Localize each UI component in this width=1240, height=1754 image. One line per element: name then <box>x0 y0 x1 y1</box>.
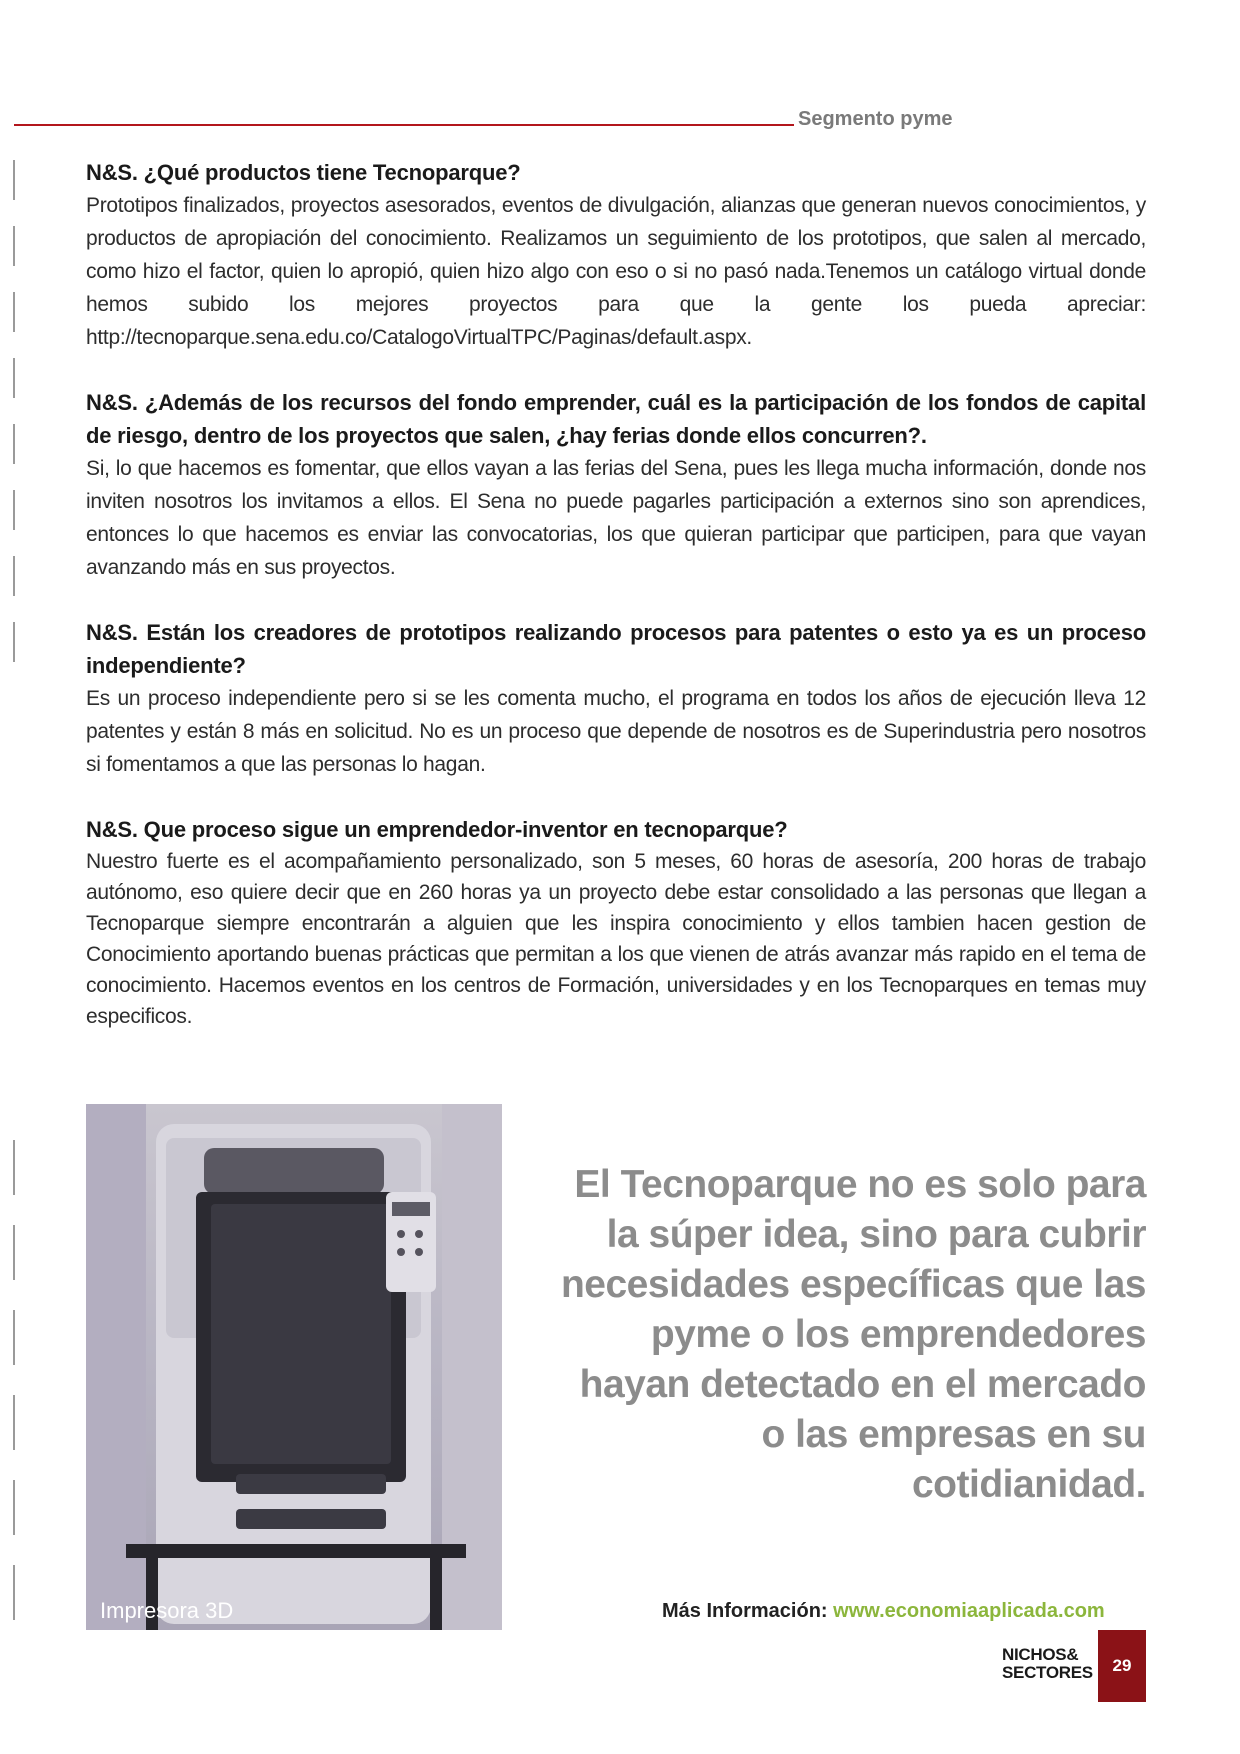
answer: Nuestro fuerte es el acompañamiento personalizado, son 5 meses, 60 horas de asesoría, 200 horas de trabajo autónomo, eso quiere decir que en 260 horas ya un proyecto debe estar consolidado a las personas que llegan a Tecnoparque siempre encontrarán a alguien que les inspira conocimiento y ellos tambien hacen gestion de Conocimiento aportando buenas prácticas que permitan a los que vienen de atrás avanzar más rapido en el tema de conocimiento. Hacemos eventos en los centros de Formación, universidades y en los Tecnoparques en temas muy especificos. <box>86 850 1146 1028</box>
brand-line-1: NICHOS& <box>1002 1645 1079 1664</box>
question: N&S. ¿Además de los recursos del fondo emprender, cuál es la participación de los fondos de capital de riesgo, dentro de los proyectos que salen, ¿hay ferias donde ellos concurren?. <box>86 390 1146 448</box>
more-info-link[interactable]: www.economiaaplicada.com <box>833 1600 1105 1622</box>
question: N&S. Están los creadores de prototipos realizando procesos para patentes o esto ya es un proceso independiente? <box>86 620 1146 678</box>
qa-block <box>86 616 1146 781</box>
qa-block <box>86 813 1146 1032</box>
more-info <box>662 1600 1105 1623</box>
qa-block <box>86 156 1146 354</box>
edge-marks-lower <box>13 1140 15 1650</box>
interview-body <box>86 156 1146 1064</box>
answer: Si, lo que hacemos es fomentar, que ellos vayan a las ferias del Sena, pues les llega mucha información, donde nos inviten nosotros los invitamos a ellos. El Sena no puede pagarles participación a externos sino son aprendices, entonces lo que hacemos es enviar las convocatorias, los que quieran participar que participen, para que vayan avanzando más en sus proyectos. <box>86 457 1146 579</box>
brand-line-2: SECTORES <box>1002 1663 1093 1682</box>
header-rule <box>14 124 794 126</box>
more-info-label: Más Información: <box>662 1600 828 1622</box>
qa-block <box>86 386 1146 584</box>
question: N&S. ¿Qué productos tiene Tecnoparque? <box>86 160 521 185</box>
pull-quote: El Tecnoparque no es solo para la súper idea, sino para cubrir necesidades específicas que las pyme o los emprendedores hayan detectado en el mercado o las empresas en su cotidianidad. <box>560 1163 1146 1506</box>
magazine-brand <box>1002 1646 1093 1682</box>
page-number: 29 <box>1098 1630 1146 1702</box>
printer-illustration <box>86 1104 502 1630</box>
answer: Es un proceso independiente pero si se les comenta mucho, el programa en todos los años de ejecución lleva 12 patentes y están 8 más en solicitud. No es un proceso que depende de nosotros es de Superindustria pero nosotros si fomentamos a que las personas lo hagan. <box>86 687 1146 776</box>
section-label: Segmento pyme <box>798 108 953 130</box>
printer-photo <box>86 1104 502 1630</box>
edge-marks <box>13 160 15 688</box>
question: N&S. Que proceso sigue un emprendedor-inventor en tecnoparque? <box>86 817 788 842</box>
photo-caption: Impresora 3D <box>100 1598 234 1623</box>
answer: Prototipos finalizados, proyectos asesorados, eventos de divulgación, alianzas que generan nuevos conocimientos, y productos de apropiación del conocimiento. Realizamos un seguimiento de los prototipos, que salen al mercado, como hizo el factor, quien lo apropió, quien hizo algo con eso o si no pasó nada.Tenemos un catálogo virtual donde hemos subido los mejores proyectos para que la gente los pueda apreciar: http://tecnoparque.sena.edu.co/CatalogoVirtualTPC/Paginas/default.aspx. <box>86 194 1146 349</box>
